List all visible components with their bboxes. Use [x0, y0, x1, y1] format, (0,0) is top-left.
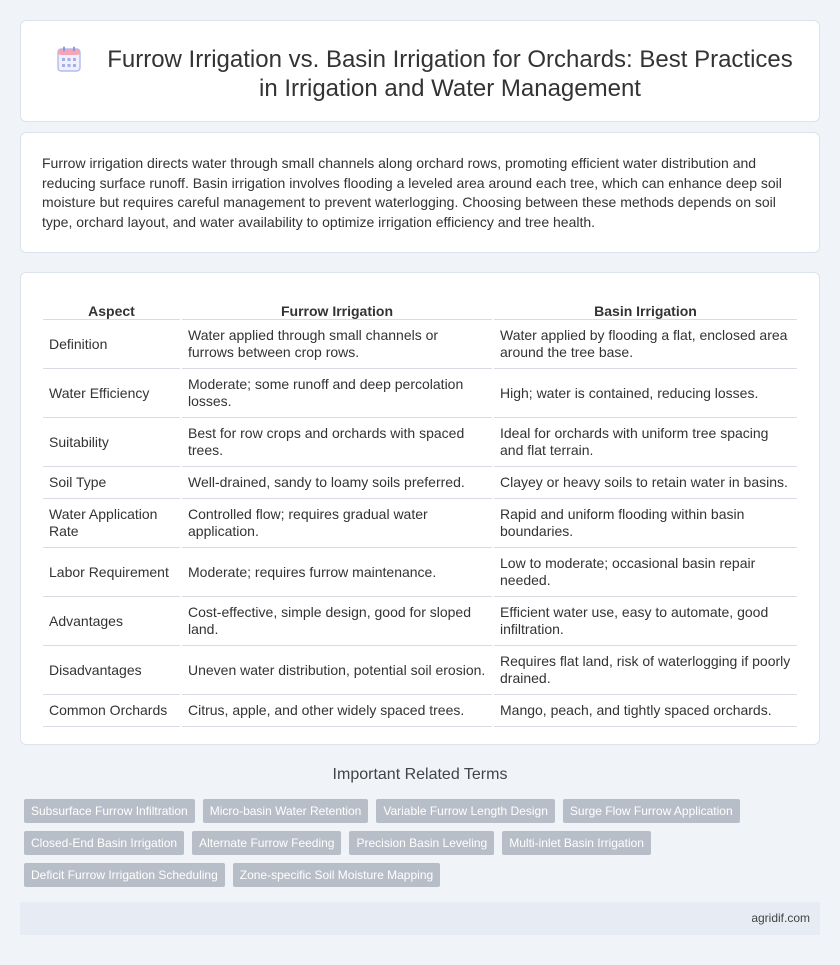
table-row: [43, 369, 797, 418]
furrow-cell: Well-drained, sandy to loamy soils preferred.: [182, 467, 492, 499]
basin-cell: Mango, peach, and tightly spaced orchards.: [494, 695, 797, 727]
comparison-table: [41, 293, 799, 727]
furrow-cell: Moderate; some runoff and deep percolation losses.: [182, 369, 492, 418]
furrow-cell: Best for row crops and orchards with spaced trees.: [182, 418, 492, 467]
furrow-cell: Moderate; requires furrow maintenance.: [182, 548, 492, 597]
table-row: [43, 418, 797, 467]
table-row: [43, 320, 797, 369]
intro-card: [20, 132, 820, 253]
aspect-cell: Common Orchards: [43, 695, 180, 727]
column-header: Aspect: [43, 293, 180, 320]
furrow-cell: Water applied through small channels or furrows between crop rows.: [182, 320, 492, 369]
basin-cell: Efficient water use, easy to automate, good infiltration.: [494, 597, 797, 646]
furrow-cell: Cost-effective, simple design, good for sloped land.: [182, 597, 492, 646]
aspect-cell: Definition: [43, 320, 180, 369]
column-header: Basin Irrigation: [494, 293, 797, 320]
related-term-tag[interactable]: Variable Furrow Length Design: [376, 799, 555, 823]
table-row: [43, 597, 797, 646]
table-row: [43, 499, 797, 548]
table-row: [43, 467, 797, 499]
related-term-tag[interactable]: Precision Basin Leveling: [349, 831, 494, 855]
related-term-tag[interactable]: Alternate Furrow Feeding: [192, 831, 341, 855]
calendar-icon: [57, 46, 81, 72]
basin-cell: Low to moderate; occasional basin repair needed.: [494, 548, 797, 597]
furrow-cell: Uneven water distribution, potential soil erosion.: [182, 646, 492, 695]
related-term-tag[interactable]: Micro-basin Water Retention: [203, 799, 369, 823]
basin-cell: Water applied by flooding a flat, enclosed area around the tree base.: [494, 320, 797, 369]
related-terms-list: [24, 799, 804, 887]
page-title: Furrow Irrigation vs. Basin Irrigation for Orchards: Best Practices in Irrigation and Water Management: [107, 46, 793, 102]
table-row: [43, 548, 797, 597]
aspect-cell: Water Application Rate: [43, 499, 180, 548]
comparison-card: [20, 272, 820, 745]
aspect-cell: Disadvantages: [43, 646, 180, 695]
table-row: [43, 695, 797, 727]
related-term-tag[interactable]: Deficit Furrow Irrigation Scheduling: [24, 863, 225, 887]
related-term-tag[interactable]: Surge Flow Furrow Application: [563, 799, 740, 823]
related-term-tag[interactable]: Zone-specific Soil Moisture Mapping: [233, 863, 440, 887]
table-row: [43, 646, 797, 695]
aspect-cell: Labor Requirement: [43, 548, 180, 597]
basin-cell: Rapid and uniform flooding within basin boundaries.: [494, 499, 797, 548]
aspect-cell: Soil Type: [43, 467, 180, 499]
footer-site-link[interactable]: agridif.com: [751, 911, 810, 925]
aspect-cell: Suitability: [43, 418, 180, 467]
furrow-cell: Citrus, apple, and other widely spaced trees.: [182, 695, 492, 727]
table-header-row: [43, 293, 797, 320]
basin-cell: Ideal for orchards with uniform tree spacing and flat terrain.: [494, 418, 797, 467]
related-term-tag[interactable]: Closed-End Basin Irrigation: [24, 831, 184, 855]
intro-paragraph: Furrow irrigation directs water through small channels along orchard rows, promoting efficient water distribution and reducing surface runoff. Basin irrigation involves flooding a leveled area around each tree, which can enhance deep soil moisture but requires careful management to prevent waterlogging. Choosing between these methods depends on soil type, orchard layout, and water availability to optimize irrigation efficiency and tree health.: [42, 155, 782, 230]
title-card: [20, 20, 820, 122]
basin-cell: High; water is contained, reducing losses.: [494, 369, 797, 418]
related-term-tag[interactable]: Subsurface Furrow Infiltration: [24, 799, 195, 823]
related-term-tag[interactable]: Multi-inlet Basin Irrigation: [502, 831, 651, 855]
aspect-cell: Advantages: [43, 597, 180, 646]
column-header: Furrow Irrigation: [182, 293, 492, 320]
aspect-cell: Water Efficiency: [43, 369, 180, 418]
footer: [20, 902, 820, 935]
basin-cell: Requires flat land, risk of waterlogging if poorly drained.: [494, 646, 797, 695]
furrow-cell: Controlled flow; requires gradual water application.: [182, 499, 492, 548]
related-terms-heading: Important Related Terms: [332, 766, 508, 783]
basin-cell: Clayey or heavy soils to retain water in basins.: [494, 467, 797, 499]
